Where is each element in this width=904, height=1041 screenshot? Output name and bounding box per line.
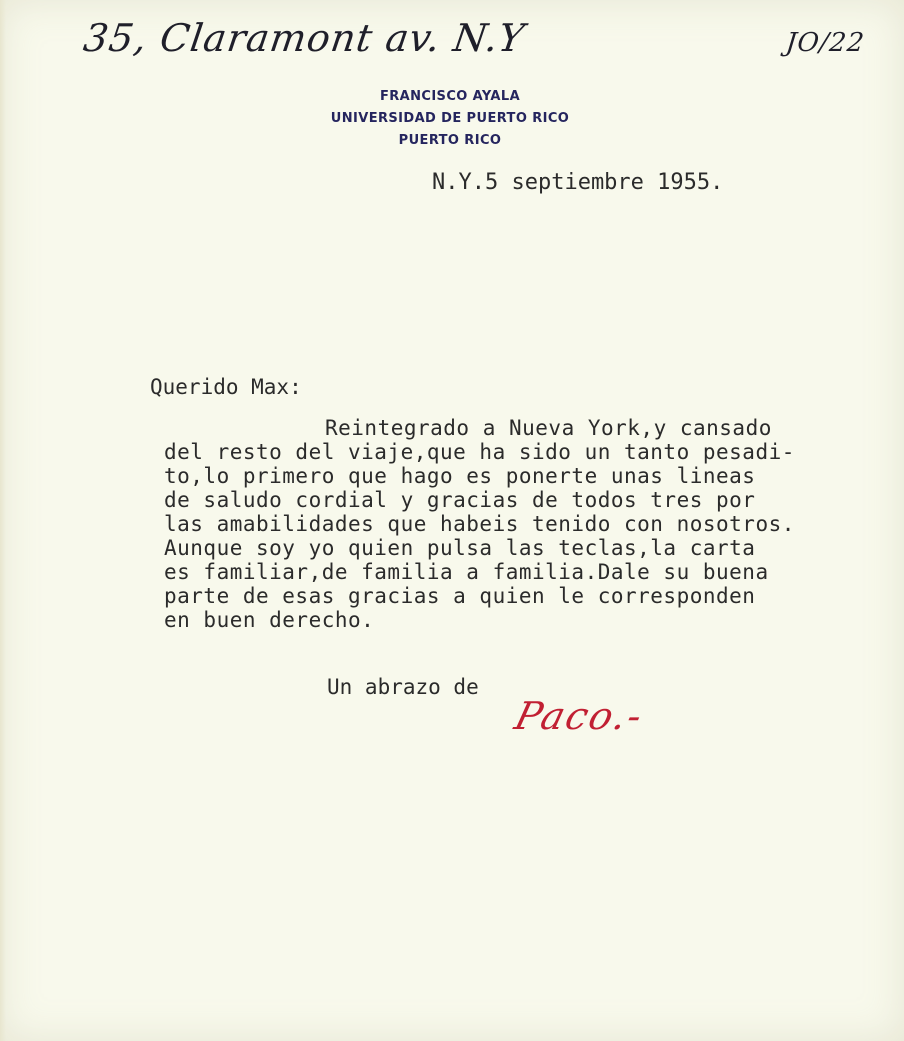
signature: Paco.- xyxy=(510,694,649,738)
body-line: las amabilidades que habeis tenido con nosotros. xyxy=(164,512,795,536)
letterhead-institution: UNIVERSIDAD DE PUERTO RICO xyxy=(330,111,570,126)
body-line: parte de esas gracias a quien le corresponden xyxy=(164,584,756,608)
body-line: Reintegrado a Nueva York,y cansado xyxy=(325,416,772,440)
body-line: Aunque soy yo quien pulsa las teclas,la carta xyxy=(164,536,756,560)
letterhead-name: FRANCISCO AYALA xyxy=(379,89,521,104)
handwritten-address: 35, Claramont av. N.Y xyxy=(80,16,528,60)
body-line: en buen derecho. xyxy=(164,608,375,632)
paper-edge xyxy=(0,0,6,1041)
letterhead xyxy=(300,86,600,152)
closing-line: Un abrazo de xyxy=(327,675,479,699)
reference-mark: JO/22 xyxy=(784,28,867,58)
body-line: de saludo cordial y gracias de todos tres por xyxy=(164,488,756,512)
date-line: N.Y.5 septiembre 1955. xyxy=(432,170,724,195)
body-line: to,lo primero que hago es ponerte unas lineas xyxy=(164,464,756,488)
letter-body xyxy=(164,416,795,632)
body-line: es familiar,de familia a familia.Dale su buena xyxy=(164,560,769,584)
letterhead-place: PUERTO RICO xyxy=(398,133,502,148)
salutation: Querido Max: xyxy=(150,375,302,399)
body-line: del resto del viaje,que ha sido un tanto pesadi- xyxy=(164,440,795,464)
